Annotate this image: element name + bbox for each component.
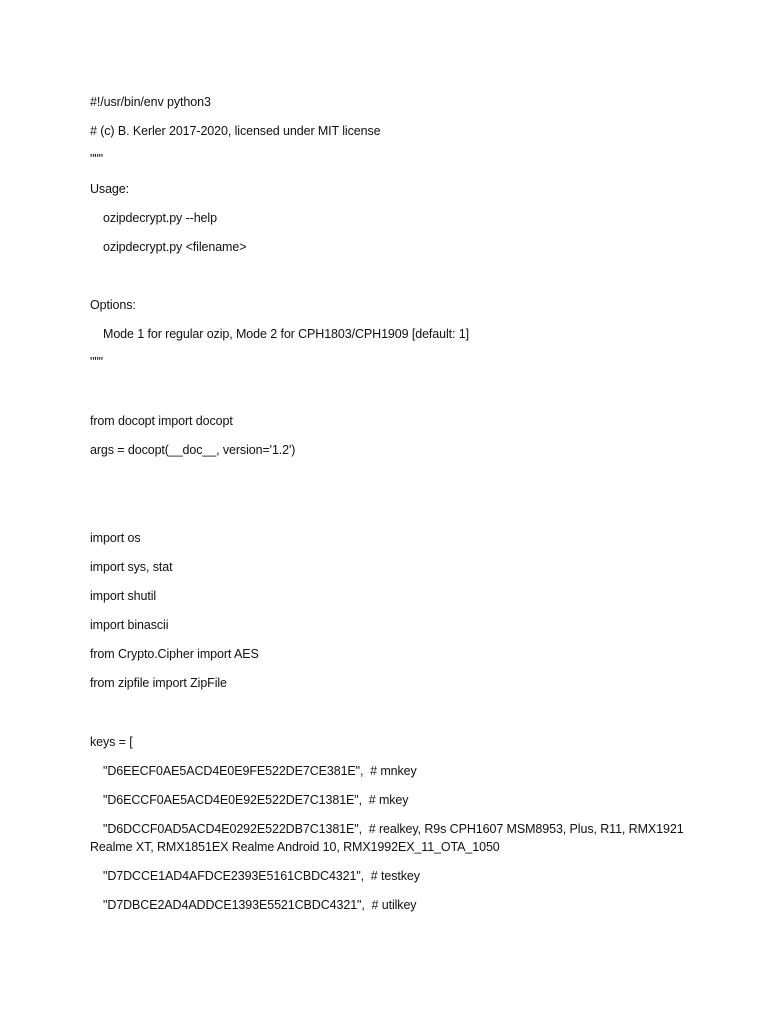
code-line-key-testkey: "D7DCCE1AD4AFDCE2393E5161CBDC4321", # testkey xyxy=(103,869,420,883)
code-line-usage: Usage: xyxy=(90,182,130,196)
code-line-usage-help: ozipdecrypt.py --help xyxy=(103,211,217,225)
code-line-import-sys: import sys, stat xyxy=(90,560,173,574)
code-line-options: Options: xyxy=(90,298,136,312)
code-line-shebang: #!/usr/bin/env python3 xyxy=(90,95,211,109)
code-line-usage-filename: ozipdecrypt.py <filename> xyxy=(103,240,247,254)
code-line-import-docopt: from docopt import docopt xyxy=(90,414,233,428)
code-line-key-mnkey: "D6EECF0AE5ACD4E0E9FE522DE7CE381E", # mnkey xyxy=(103,764,417,778)
code-line-mode-option: Mode 1 for regular ozip, Mode 2 for CPH1803/CPH1909 [default: 1] xyxy=(103,327,470,341)
code-line-import-binascii: import binascii xyxy=(90,618,169,632)
code-line-docstring-open: """ xyxy=(90,152,104,166)
code-line-key-realkey: "D6DCCF0AD5ACD4E0292E522DB7C1381E", # realkey, R9s CPH1607 MSM8953, Plus, R11, RMX1921 xyxy=(103,822,684,836)
code-line-import-os: import os xyxy=(90,531,141,545)
code-line-docstring-close: """ xyxy=(90,355,104,369)
code-line-import-zipfile: from zipfile import ZipFile xyxy=(90,676,227,690)
code-line-keys-open: keys = [ xyxy=(90,735,133,749)
code-line-args: args = docopt(__doc__, version='1.2') xyxy=(90,443,296,457)
code-line-import-shutil: import shutil xyxy=(90,589,157,603)
code-line-key-realkey-cont: Realme XT, RMX1851EX Realme Android 10, RMX1992EX_11_OTA_1050 xyxy=(90,840,500,854)
code-line-copyright: # (c) B. Kerler 2017-2020, licensed under MIT license xyxy=(90,124,381,138)
code-line-key-mkey: "D6ECCF0AE5ACD4E0E92E522DE7C1381E", # mkey xyxy=(103,793,409,807)
code-line-key-utilkey: "D7DBCE2AD4ADDCE1393E5521CBDC4321", # utilkey xyxy=(103,898,417,912)
code-line-import-aes: from Crypto.Cipher import AES xyxy=(90,647,259,661)
